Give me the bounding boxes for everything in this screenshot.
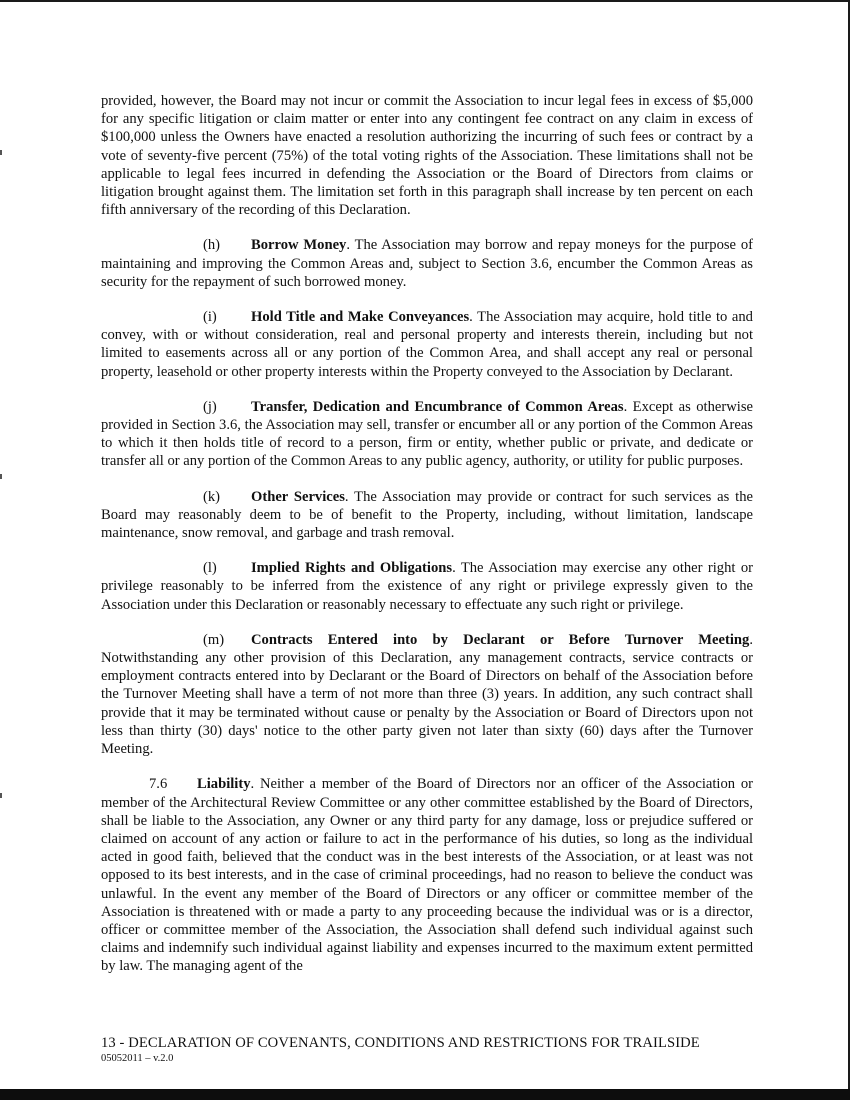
subsection-heading: Transfer, Dedication and Encumbrance of Common Areas (251, 398, 624, 415)
footer-version: 05052011 – v.2.0 (101, 1053, 174, 1064)
footer-title: 13 - DECLARATION OF COVENANTS, CONDITIONS AND RESTRICTIONS FOR TRAILSIDE (101, 1035, 700, 1051)
section-text: . Neither a member of the Board of Directors nor an officer of the Association or member of the Architectural Review Committee or any other committee established by the Board of Directors, shall be liable to the Association, any Owner or any third party for any damage, loss or prejudice suffered or claimed on account of any action or failure to act in the performance of his duties, so long as the individual acted in good faith, believed that the conduct was in the best interests of the Association, or at least was not opposed to its best interests, and in the case of criminal proceedings, had no reason to believe the conduct was unlawful. In the event any member of the Board of Directors or any officer or committee member of the Association is threatened with or made a party to any proceeding because the individual was or is a director, officer or committee member of the Association, the Association shall defend such individual against such claims and indemnify such individual against liability and expenses incurred to the maximum extent permitted by law. The managing agent of the (101, 776, 753, 975)
subsection-j (101, 398, 753, 471)
scan-edge-top (0, 0, 850, 2)
section-heading: Liability (197, 776, 251, 793)
subsection-label: (k) (203, 488, 221, 505)
subsection-text: . Except as otherwise provided in Section 3.6, the Association may sell, transfer or encumber all or any portion of the Common Areas to which it then holds title of record to a person, firm or entity, whether public or private, and dedicate or transfer all or any portion of the Common Areas to any public agency, authority, or utility for public purposes. (101, 398, 753, 470)
subsection-i (101, 308, 753, 381)
subsection-text: . The Association may borrow and repay moneys for the purpose of maintaining and improving the Common Areas and, subject to Section 3.6, encumber the Common Areas as security for the repayment of such borrowed money. (101, 237, 754, 290)
document-body (101, 92, 753, 993)
subsection-label: (h) (203, 237, 221, 254)
scan-edge-mark (0, 793, 2, 798)
scan-edge-mark (0, 474, 2, 479)
subsection-l (101, 559, 753, 614)
subsection-label: (i) (203, 309, 217, 326)
subsection-heading: Borrow Money (251, 237, 347, 254)
subsection-k (101, 488, 753, 543)
scan-edge-mark (0, 150, 2, 155)
subsection-text: . The Association may provide or contract for such services as the Board may reasonably deem to be of benefit to the Property, including, without limitation, landscape maintenance, snow removal, and garbage and trash removal. (101, 488, 753, 542)
subsection-label: (m) (203, 631, 225, 648)
subsection-label: (j) (203, 398, 217, 415)
scan-edge-bottom (0, 1089, 850, 1100)
section-7-6-liability (101, 775, 753, 975)
subsection-label: (l) (203, 560, 217, 577)
section-number: 7.6 (149, 776, 168, 793)
subsection-text: . The Association may acquire, hold title to and convey, with or without consideration, real and personal property and interests therein, including but not limited to easements across all or any portion of the Common Area, and shall accept any real or personal property, leasehold or other property interests within the Property conveyed to the Association by Declarant. (101, 309, 753, 380)
subsection-h (101, 236, 753, 291)
subsection-heading: Hold Title and Make Conveyances (251, 309, 470, 326)
intro-paragraph: provided, however, the Board may not incur or commit the Association to incur legal fees in excess of $5,000 for any specific litigation or claim matter or enter into any contingent fee contract on any claim in excess of $100,000 unless the Owners have enacted a resolution authorizing the incurring of such fees or contract by a vote of seventy-five percent (75%) of the total voting rights of the Association. These limitations shall not be applicable to legal fees incurred in defending the Association or the Board of Directors from claims or litigation brought against them. The limitation set forth in this paragraph shall increase by ten percent on each fifth anniversary of the recording of this Declaration. (101, 93, 753, 219)
page-footer (101, 1035, 761, 1065)
subsection-heading: Contracts Entered into by Declarant or Before Turnover Meeting (251, 631, 750, 648)
subsection-m (101, 631, 753, 758)
subsection-text: . The Association may exercise any other right or privilege reasonably to be inferred from the existence of any right or privilege expressly given to the Association under this Declaration or reasonably necessary to effectuate any such right or privilege. (101, 560, 753, 613)
subsection-text: . Notwithstanding any other provision of this Declaration, any management contracts, service contracts or employment contracts entered into by Declarant or the Board of Directors on behalf of the Association before the Turnover Meeting shall have a term of not more than three (3) years. In addition, any such contract shall provide that it may be terminated without cause or penalty by the Association or Board of Directors upon not less than thirty (30) days' notice to the other party given not later than sixty (60) days after the Turnover Meeting. (101, 631, 753, 758)
subsection-heading: Other Services (251, 488, 345, 505)
subsection-heading: Implied Rights and Obligations (251, 560, 453, 577)
